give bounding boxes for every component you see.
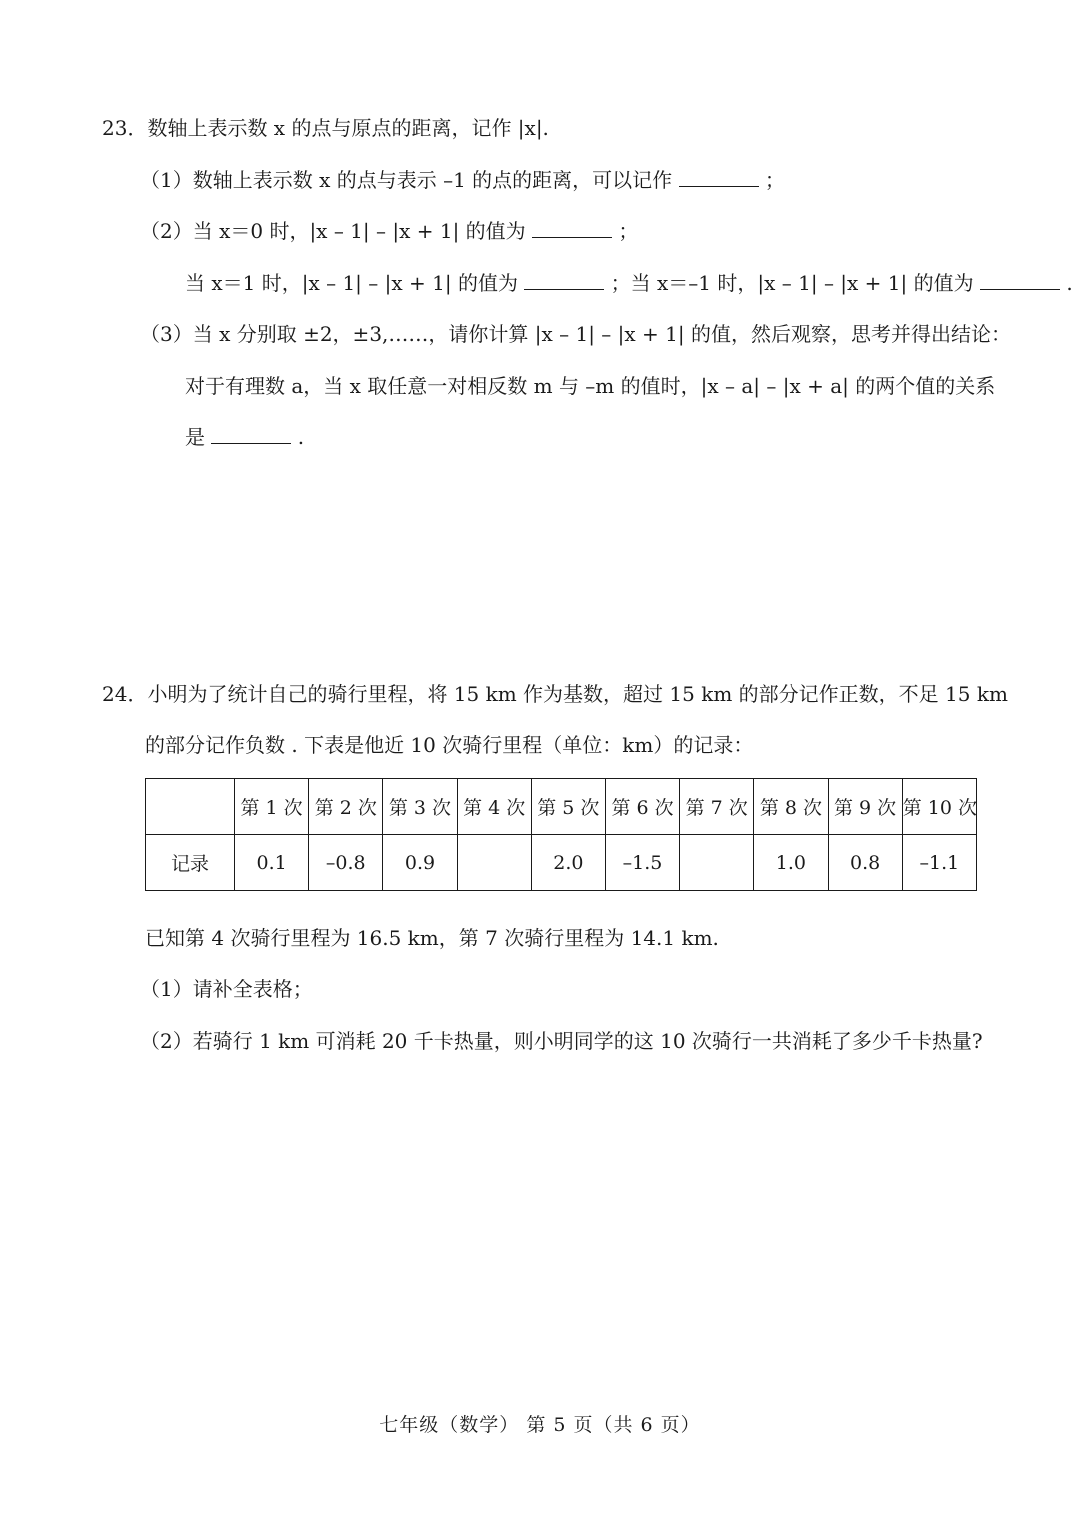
table-row-label: 记录 [146, 835, 235, 891]
q23-part1-end: ； [764, 168, 785, 192]
table-header-cell: 第 8 次 [754, 779, 828, 835]
table-value-cell: 2.0 [531, 835, 605, 891]
table-value-cell: 0.9 [383, 835, 457, 891]
q23-part3c-end: . [297, 425, 305, 449]
q24-known-info: 已知第 4 次骑行里程为 16.5 km，第 7 次骑行里程为 14.1 km. [145, 926, 719, 950]
q23-part3-line2: 对于有理数 a，当 x 取任意一对相反数 m 与 –m 的值时，|x – a| – |x + a| 的两个值的关系 [185, 374, 996, 398]
table-value-cell-blank[interactable] [457, 835, 531, 891]
table-header-cell: 第 5 次 [531, 779, 605, 835]
q23-part3c-text: 是 [185, 425, 205, 449]
q23-part3-line3 [185, 423, 304, 451]
table-value-cell: 0.8 [828, 835, 902, 891]
table-header-cell: 第 10 次 [902, 779, 976, 835]
q23-part2b-mid: ；当 x＝–1 时，|x – 1| – |x + 1| 的值为 [610, 271, 974, 295]
q23-part2-line1 [140, 217, 638, 245]
q24-part1: （1）请补全表格； [140, 977, 313, 1001]
table-value-cell: 0.1 [235, 835, 309, 891]
table-header-row [146, 779, 977, 835]
answer-blank-q23-2c[interactable] [980, 269, 1060, 290]
q23-stem: 23．数轴上表示数 x 的点与原点的距离，记作 |x|. [102, 116, 549, 140]
table-record-row [146, 835, 977, 891]
q23-part2b-end: . [1066, 271, 1073, 295]
table-header-cell: 第 1 次 [235, 779, 309, 835]
answer-blank-q23-2b[interactable] [524, 269, 604, 290]
q23-part2a-text: （2）当 x＝0 时，|x – 1| – |x + 1| 的值为 [140, 219, 526, 243]
table-value-cell: –1.1 [902, 835, 976, 891]
answer-blank-q23-2a[interactable] [532, 217, 612, 238]
table-value-cell: –1.5 [605, 835, 679, 891]
q24-part2: （2）若骑行 1 km 可消耗 20 千卡热量，则小明同学的这 10 次骑行一共消耗了多少千卡热量? [140, 1029, 983, 1053]
q23-part1 [140, 166, 785, 194]
riding-record-table [145, 778, 977, 891]
page-footer: 七年级（数学） 第 5 页（共 6 页） [379, 1414, 701, 1436]
q23-part2b-text1: 当 x＝1 时，|x – 1| – |x + 1| 的值为 [185, 271, 518, 295]
q23-part2a-end: ； [618, 219, 639, 243]
q24-stem-line1: 24．小明为了统计自己的骑行里程，将 15 km 作为基数，超过 15 km 的部分记作正数，不足 15 km [102, 682, 1008, 706]
answer-blank-q23-3[interactable] [211, 423, 291, 444]
table-header-cell: 第 9 次 [828, 779, 902, 835]
table-header-cell: 第 4 次 [457, 779, 531, 835]
q23-part3-line1: （3）当 x 分别取 ±2，±3,……，请你计算 |x – 1| – |x + 1| 的值，然后观察，思考并得出结论： [140, 322, 1011, 346]
table-header-cell: 第 7 次 [680, 779, 754, 835]
answer-blank-q23-1[interactable] [679, 166, 759, 187]
q23-part1-text: （1）数轴上表示数 x 的点与表示 –1 的点的距离，可以记作 [140, 168, 673, 192]
table-header-cell: 第 3 次 [383, 779, 457, 835]
q24-stem-line2: 的部分记作负数 . 下表是他近 10 次骑行里程（单位：km）的记录： [145, 733, 754, 757]
table-header-cell: 第 2 次 [309, 779, 383, 835]
table-header-cell: 第 6 次 [605, 779, 679, 835]
table-value-cell-blank[interactable] [680, 835, 754, 891]
table-value-cell: 1.0 [754, 835, 828, 891]
table-value-cell: –0.8 [309, 835, 383, 891]
q23-part2-line2 [185, 269, 1073, 297]
table-corner-cell [146, 779, 235, 835]
